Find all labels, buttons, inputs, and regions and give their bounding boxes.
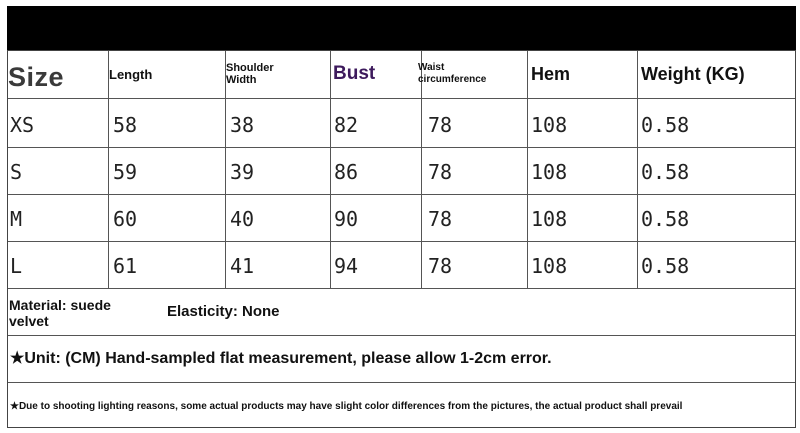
cell-shoulder: 40 bbox=[230, 207, 255, 231]
header-length: Length bbox=[109, 66, 153, 82]
material-line1: Material: suede bbox=[9, 296, 111, 313]
cell-length: 60 bbox=[113, 207, 138, 231]
cell-shoulder: 41 bbox=[230, 254, 255, 278]
row-divider bbox=[8, 288, 795, 289]
cell-waist: 78 bbox=[428, 207, 453, 231]
cell-bust: 82 bbox=[334, 113, 359, 137]
cell-length: 58 bbox=[113, 113, 138, 137]
header-waist bbox=[418, 58, 486, 90]
cell-waist: 78 bbox=[428, 113, 453, 137]
header-shoulder-line2: Width bbox=[226, 74, 257, 86]
cell-size: XS bbox=[10, 113, 35, 137]
cell-shoulder: 39 bbox=[230, 160, 255, 184]
row-divider bbox=[8, 147, 795, 148]
header-waist-line1: Waist bbox=[418, 62, 445, 73]
row-divider bbox=[8, 241, 795, 242]
row-divider bbox=[8, 98, 795, 99]
header-black-bar bbox=[7, 6, 796, 50]
header-shoulder-width bbox=[226, 56, 274, 92]
header-weight: Weight (KG) bbox=[641, 63, 745, 84]
column-divider bbox=[527, 51, 528, 288]
cell-bust: 90 bbox=[334, 207, 359, 231]
cell-size: M bbox=[10, 207, 23, 231]
cell-weight: 0.58 bbox=[641, 254, 690, 278]
column-divider bbox=[637, 51, 638, 288]
header-bust: Bust bbox=[333, 63, 376, 84]
cell-length: 59 bbox=[113, 160, 138, 184]
cell-hem: 108 bbox=[531, 207, 568, 231]
cell-size: S bbox=[10, 160, 23, 184]
row-divider bbox=[8, 335, 795, 336]
row-divider bbox=[8, 194, 795, 195]
unit-note: ★Unit: (CM) Hand-sampled flat measurement, please allow 1-2cm error. bbox=[10, 350, 552, 367]
material-info bbox=[9, 294, 111, 332]
cell-hem: 108 bbox=[531, 113, 568, 137]
material-line2: velvet bbox=[9, 312, 49, 329]
cell-hem: 108 bbox=[531, 160, 568, 184]
header-shoulder-line1: Shoulder bbox=[226, 62, 274, 74]
color-disclaimer: ★Due to shooting lighting reasons, some actual products may have slight color differences from the pictures, the actual product shall prevail bbox=[10, 400, 683, 412]
cell-size: L bbox=[10, 254, 23, 278]
cell-shoulder: 38 bbox=[230, 113, 255, 137]
cell-waist: 78 bbox=[428, 254, 453, 278]
cell-bust: 86 bbox=[334, 160, 359, 184]
header-waist-line2: circumference bbox=[418, 74, 487, 85]
elasticity-info: Elasticity: None bbox=[167, 302, 280, 320]
cell-weight: 0.58 bbox=[641, 113, 690, 137]
cell-weight: 0.58 bbox=[641, 207, 690, 231]
header-hem: Hem bbox=[531, 63, 571, 84]
cell-bust: 94 bbox=[334, 254, 359, 278]
cell-waist: 78 bbox=[428, 160, 453, 184]
cell-length: 61 bbox=[113, 254, 138, 278]
row-divider bbox=[8, 382, 795, 383]
header-size: Size bbox=[8, 61, 65, 92]
cell-hem: 108 bbox=[531, 254, 568, 278]
cell-weight: 0.58 bbox=[641, 160, 690, 184]
column-divider bbox=[330, 51, 331, 288]
